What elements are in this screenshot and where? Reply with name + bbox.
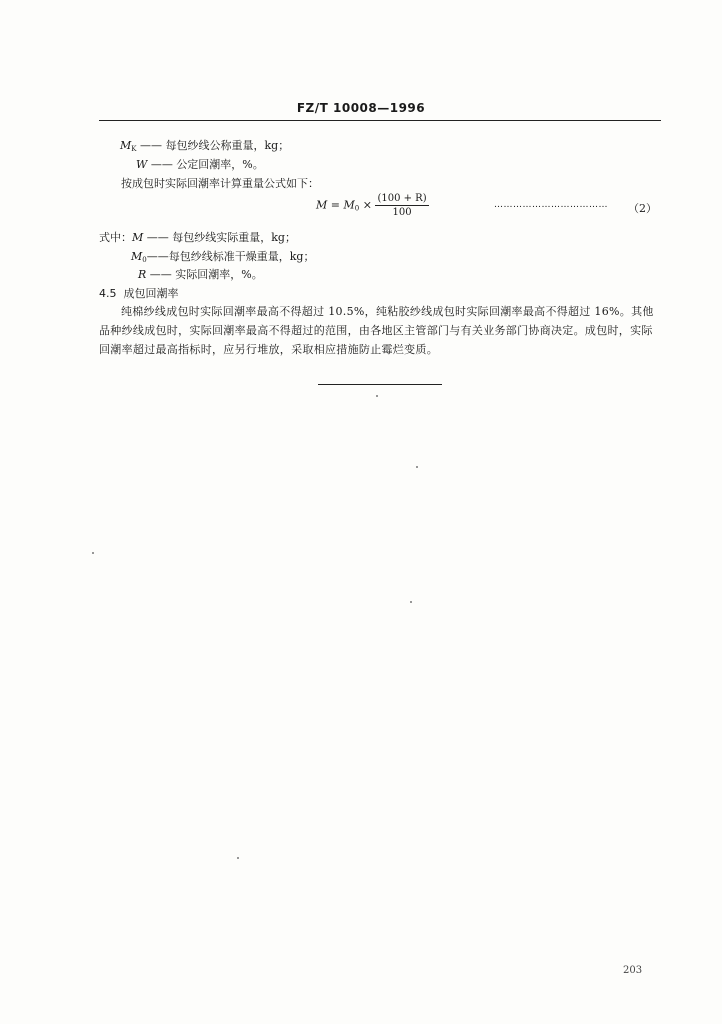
section-title: 成包回潮率 bbox=[123, 287, 179, 300]
definition-text: 每包纱线公称重量，kg； bbox=[165, 139, 290, 152]
scan-speck bbox=[237, 857, 239, 859]
header-rule bbox=[99, 120, 661, 121]
definition-m bbox=[99, 229, 296, 245]
definition-text: 实际回潮率，%。 bbox=[175, 268, 263, 281]
definition-text: 每包纱线实际重量，kg； bbox=[172, 231, 296, 244]
formula-m0-subscript: 0 bbox=[354, 204, 360, 213]
where-prefix: 式中： bbox=[99, 231, 132, 244]
subscript: K bbox=[131, 145, 137, 153]
section-body: 纯棉纱线成包时实际回潮率最高不得超过 10.5%，纯粘胶纱线成包时实际回潮率最高不得超过 16%。其他品种纱线成包时，实际回潮率最高不得超过的范围，由各地区主管部门与有关业务部门协商决定。成包时，实际回潮率超过最高指标时，应另行堆放，采取相应措施防止霉烂变质。 bbox=[99, 305, 654, 356]
formula-m0: M bbox=[343, 198, 355, 212]
standard-number-header: FZ/T 10008—1996 bbox=[296, 101, 426, 115]
page-number: 203 bbox=[623, 965, 643, 976]
symbol: W bbox=[136, 158, 148, 171]
symbol: M bbox=[120, 139, 132, 152]
definition-text: 每包纱线标准干燥重量，kg； bbox=[168, 250, 315, 263]
scan-speck bbox=[410, 601, 412, 603]
scan-speck bbox=[416, 466, 418, 468]
dash: —— bbox=[146, 231, 169, 244]
end-rule bbox=[318, 384, 442, 385]
symbol: M bbox=[132, 231, 144, 244]
definition-mk bbox=[120, 137, 289, 153]
formula-lhs: M bbox=[316, 198, 328, 212]
formula-number: （2） bbox=[628, 202, 657, 215]
section-number: 4.5 bbox=[99, 287, 117, 300]
formula-leader-dots: ……………………………… bbox=[494, 200, 608, 210]
formula bbox=[316, 193, 429, 218]
dash: —— bbox=[149, 268, 172, 281]
formula-times: × bbox=[359, 198, 376, 212]
symbol: M bbox=[131, 250, 143, 263]
subscript: 0 bbox=[142, 256, 147, 264]
dash: —— bbox=[146, 250, 169, 263]
scan-speck bbox=[376, 395, 378, 397]
formula-fraction bbox=[375, 193, 428, 218]
section-heading bbox=[99, 285, 179, 301]
definition-r bbox=[138, 266, 263, 282]
definition-m0 bbox=[131, 248, 314, 264]
symbol: R bbox=[138, 268, 147, 281]
scan-speck bbox=[92, 552, 94, 554]
dash: —— bbox=[150, 158, 173, 171]
dash: —— bbox=[140, 139, 162, 152]
fraction-denominator: 100 bbox=[392, 207, 412, 218]
definition-w bbox=[136, 156, 264, 172]
formula-intro: 按成包时实际回潮率计算重量公式如下： bbox=[121, 177, 319, 190]
fraction-numerator: (100 + R) bbox=[377, 193, 427, 204]
definition-text: 公定回潮率，%。 bbox=[176, 158, 264, 171]
formula-equals: = bbox=[327, 198, 344, 212]
